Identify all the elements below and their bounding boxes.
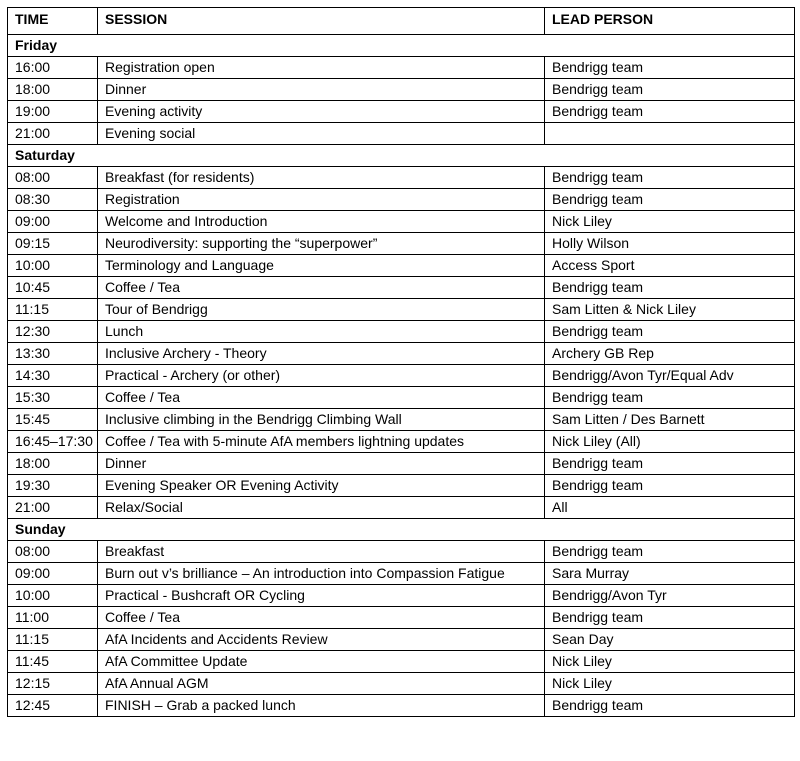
time-cell: 12:15 xyxy=(8,673,98,695)
lead-person-cell: Access Sport xyxy=(545,255,795,277)
table-row xyxy=(8,167,795,189)
table-row xyxy=(8,673,795,695)
lead-person-cell: Bendrigg team xyxy=(545,79,795,101)
time-cell: 09:00 xyxy=(8,211,98,233)
session-cell: Registration open xyxy=(98,57,545,79)
table-row xyxy=(8,541,795,563)
session-cell: Tour of Bendrigg xyxy=(98,299,545,321)
lead-person-cell: Bendrigg team xyxy=(545,541,795,563)
time-cell: 11:15 xyxy=(8,299,98,321)
time-cell: 21:00 xyxy=(8,123,98,145)
session-cell: Burn out v’s brilliance – An introduction into Compassion Fatigue xyxy=(98,563,545,585)
session-cell: Lunch xyxy=(98,321,545,343)
lead-person-cell: Bendrigg team xyxy=(545,167,795,189)
schedule-body xyxy=(8,8,795,717)
time-cell: 08:30 xyxy=(8,189,98,211)
time-cell: 09:15 xyxy=(8,233,98,255)
day-row xyxy=(8,519,795,541)
table-row xyxy=(8,255,795,277)
lead-person-cell: Holly Wilson xyxy=(545,233,795,255)
header-session: SESSION xyxy=(98,8,545,35)
table-row xyxy=(8,431,795,453)
day-row xyxy=(8,35,795,57)
time-cell: 11:15 xyxy=(8,629,98,651)
session-cell: AfA Annual AGM xyxy=(98,673,545,695)
time-cell: 15:30 xyxy=(8,387,98,409)
day-heading: Saturday xyxy=(8,145,795,167)
time-cell: 21:00 xyxy=(8,497,98,519)
table-row xyxy=(8,651,795,673)
session-cell: Practical - Bushcraft OR Cycling xyxy=(98,585,545,607)
table-row xyxy=(8,233,795,255)
session-cell: Dinner xyxy=(98,453,545,475)
day-heading: Friday xyxy=(8,35,795,57)
lead-person-cell: Bendrigg team xyxy=(545,321,795,343)
session-cell: Evening social xyxy=(98,123,545,145)
session-cell: Terminology and Language xyxy=(98,255,545,277)
lead-person-cell: Bendrigg team xyxy=(545,57,795,79)
session-cell: Practical - Archery (or other) xyxy=(98,365,545,387)
session-cell: Neurodiversity: supporting the “superpower” xyxy=(98,233,545,255)
time-cell: 11:45 xyxy=(8,651,98,673)
session-cell: AfA Incidents and Accidents Review xyxy=(98,629,545,651)
table-row xyxy=(8,387,795,409)
header-row xyxy=(8,8,795,35)
table-row xyxy=(8,123,795,145)
time-cell: 12:45 xyxy=(8,695,98,717)
table-row xyxy=(8,189,795,211)
session-cell: FINISH – Grab a packed lunch xyxy=(98,695,545,717)
time-cell: 12:30 xyxy=(8,321,98,343)
lead-person-cell: Nick Liley xyxy=(545,651,795,673)
lead-person-cell: Bendrigg team xyxy=(545,453,795,475)
time-cell: 10:45 xyxy=(8,277,98,299)
table-row xyxy=(8,475,795,497)
lead-person-cell: Bendrigg team xyxy=(545,189,795,211)
table-row xyxy=(8,409,795,431)
session-cell: Inclusive Archery - Theory xyxy=(98,343,545,365)
table-row xyxy=(8,277,795,299)
session-cell: Inclusive climbing in the Bendrigg Climbing Wall xyxy=(98,409,545,431)
time-cell: 10:00 xyxy=(8,585,98,607)
table-row xyxy=(8,629,795,651)
time-cell: 16:00 xyxy=(8,57,98,79)
table-row xyxy=(8,79,795,101)
table-row xyxy=(8,299,795,321)
lead-person-cell: All xyxy=(545,497,795,519)
schedule-table xyxy=(7,7,795,717)
lead-person-cell: Sean Day xyxy=(545,629,795,651)
session-cell: Relax/Social xyxy=(98,497,545,519)
table-row xyxy=(8,57,795,79)
time-cell: 08:00 xyxy=(8,541,98,563)
session-cell: Evening activity xyxy=(98,101,545,123)
session-cell: Registration xyxy=(98,189,545,211)
lead-person-cell: Archery GB Rep xyxy=(545,343,795,365)
day-row xyxy=(8,145,795,167)
lead-person-cell: Nick Liley (All) xyxy=(545,431,795,453)
table-row xyxy=(8,365,795,387)
lead-person-cell: Bendrigg/Avon Tyr xyxy=(545,585,795,607)
session-cell: AfA Committee Update xyxy=(98,651,545,673)
session-cell: Dinner xyxy=(98,79,545,101)
time-cell: 10:00 xyxy=(8,255,98,277)
time-cell: 19:00 xyxy=(8,101,98,123)
lead-person-cell: Nick Liley xyxy=(545,673,795,695)
table-row xyxy=(8,321,795,343)
lead-person-cell: Bendrigg team xyxy=(545,695,795,717)
time-cell: 15:45 xyxy=(8,409,98,431)
table-row xyxy=(8,695,795,717)
table-row xyxy=(8,497,795,519)
table-row xyxy=(8,453,795,475)
time-cell: 13:30 xyxy=(8,343,98,365)
session-cell: Evening Speaker OR Evening Activity xyxy=(98,475,545,497)
lead-person-cell: Sam Litten & Nick Liley xyxy=(545,299,795,321)
lead-person-cell: Bendrigg/Avon Tyr/Equal Adv xyxy=(545,365,795,387)
time-cell: 14:30 xyxy=(8,365,98,387)
session-cell: Welcome and Introduction xyxy=(98,211,545,233)
lead-person-cell: Nick Liley xyxy=(545,211,795,233)
session-cell: Coffee / Tea with 5-minute AfA members lightning updates xyxy=(98,431,545,453)
day-heading: Sunday xyxy=(8,519,795,541)
lead-person-cell: Bendrigg team xyxy=(545,101,795,123)
session-cell: Coffee / Tea xyxy=(98,387,545,409)
lead-person-cell: Bendrigg team xyxy=(545,475,795,497)
lead-person-cell: Sam Litten / Des Barnett xyxy=(545,409,795,431)
session-cell: Coffee / Tea xyxy=(98,277,545,299)
table-row xyxy=(8,585,795,607)
session-cell: Coffee / Tea xyxy=(98,607,545,629)
session-cell: Breakfast (for residents) xyxy=(98,167,545,189)
time-cell: 18:00 xyxy=(8,453,98,475)
table-row xyxy=(8,563,795,585)
lead-person-cell: Bendrigg team xyxy=(545,387,795,409)
lead-person-cell: Sara Murray xyxy=(545,563,795,585)
header-time: TIME xyxy=(8,8,98,35)
time-cell: 08:00 xyxy=(8,167,98,189)
session-cell: Breakfast xyxy=(98,541,545,563)
header-lead-person: LEAD PERSON xyxy=(545,8,795,35)
time-cell: 18:00 xyxy=(8,79,98,101)
table-row xyxy=(8,607,795,629)
time-cell: 09:00 xyxy=(8,563,98,585)
time-cell: 11:00 xyxy=(8,607,98,629)
time-cell: 19:30 xyxy=(8,475,98,497)
table-row xyxy=(8,343,795,365)
time-cell: 16:45–17:30 xyxy=(8,431,98,453)
lead-person-cell: Bendrigg team xyxy=(545,277,795,299)
table-row xyxy=(8,101,795,123)
lead-person-cell xyxy=(545,123,795,145)
table-row xyxy=(8,211,795,233)
lead-person-cell: Bendrigg team xyxy=(545,607,795,629)
